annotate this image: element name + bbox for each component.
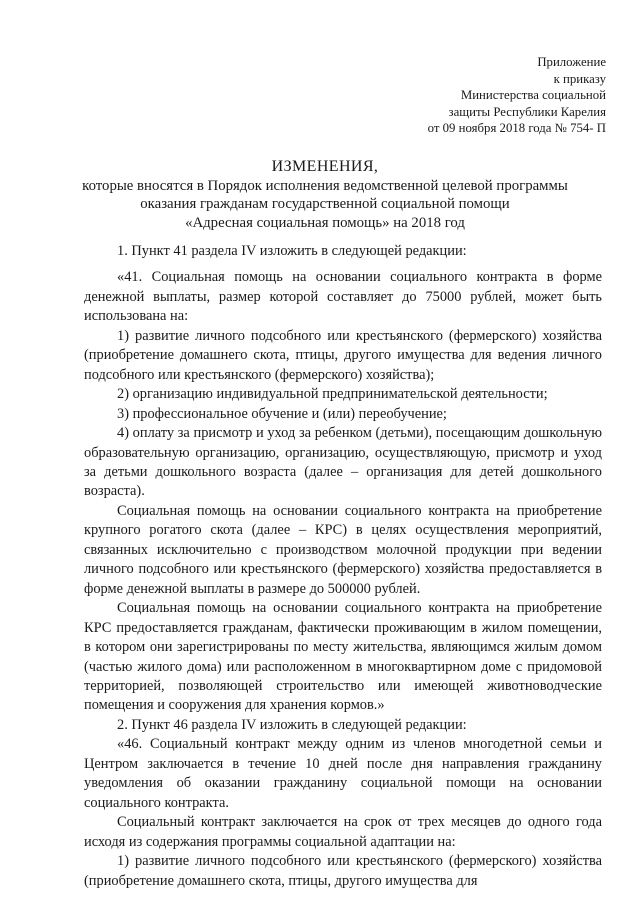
title-main: ИЗМЕНЕНИЯ, — [271, 158, 379, 175]
appendix-line-3: Министерства социальной — [460, 88, 606, 103]
paragraph: Социальный контракт заключается на срок от трех месяцев до одного года исходя из содержания программы социальной адаптации на: — [84, 814, 602, 850]
paragraph: 4) оплату за присмотр и уход за ребенком (детьми), посещающим дошкольную образовательную организацию, организацию, осуществляющую, присмотр и уход за детьми дошкольного возраста (далее – организация для детей дошкольного возраста). — [84, 425, 602, 500]
paragraph: 1) развитие личного подсобного или крестьянского (фермерского) хозяйства (приобретение домашнего скота, птицы, другого имущества для ведения личного подсобного или крестьянского (фермерского) хозяйства); — [84, 327, 602, 383]
appendix-header — [428, 54, 606, 137]
paragraph: 1) развитие личного подсобного или крестьянского (фермерского) хозяйства (приобретение домашнего скота, птицы, другого имущества для — [84, 853, 602, 889]
document-body — [84, 242, 602, 891]
title-line-1: которые вносятся в Порядок исполнения ведомственной целевой программы — [82, 178, 568, 195]
paragraph: «41. Социальная помощь на основании социального контракта в форме денежной выплаты, размер которой составляет до 75000 рублей, может быть использована на: — [84, 269, 602, 325]
paragraph: 3) профессиональное обучение и (или) переобучение; — [117, 405, 447, 422]
paragraph: Социальная помощь на основании социального контракта на приобретение КРС предоставляется гражданам, фактически проживающим в жилом помещении, в котором они зарегистрированы по месту жительства, являющимся жилым домом (частью жилого дома) или расположенном в многоквартирном доме с придомовой территорией, позволяющей строительство или имеющей животноводческие помещения и сооружения для хранения кормов.» — [84, 600, 602, 714]
appendix-line-1: Приложение — [537, 55, 606, 69]
appendix-line-2: к приказу — [553, 71, 606, 86]
document-title — [60, 158, 590, 232]
title-line-3: «Адресная социальная помощь» на 2018 год — [185, 214, 465, 231]
appendix-line-4: защиты Республики Карелия — [448, 104, 606, 119]
paragraph: 2. Пункт 46 раздела IV изложить в следующей редакции: — [117, 716, 467, 733]
paragraph: «46. Социальный контракт между одним из членов многодетной семьи и Центром заключается в течение 10 дней после дня направления гражданину уведомления об оказании гражданину социальной помощи на основании социального контракта. — [84, 736, 602, 811]
paragraph: Социальная помощь на основании социального контракта на приобретение крупного рогатого скота (далее – КРС) в целях осуществления мероприятий, связанных исключительно с производством молочной продукции при ведении личного подсобного или крестьянского (фермерского) хозяйства предоставляется в форме денежной выплаты в размере до 500000 рублей. — [84, 502, 602, 597]
appendix-line-5: от 09 ноября 2018 года № 754- П — [427, 121, 606, 136]
title-line-2: оказания гражданам государственной социальной помощи — [140, 196, 510, 213]
paragraph: 2) организацию индивидуальной предпринимательской деятельности; — [117, 386, 548, 403]
paragraph: 1. Пункт 41 раздела IV изложить в следующей редакции: — [117, 243, 467, 259]
